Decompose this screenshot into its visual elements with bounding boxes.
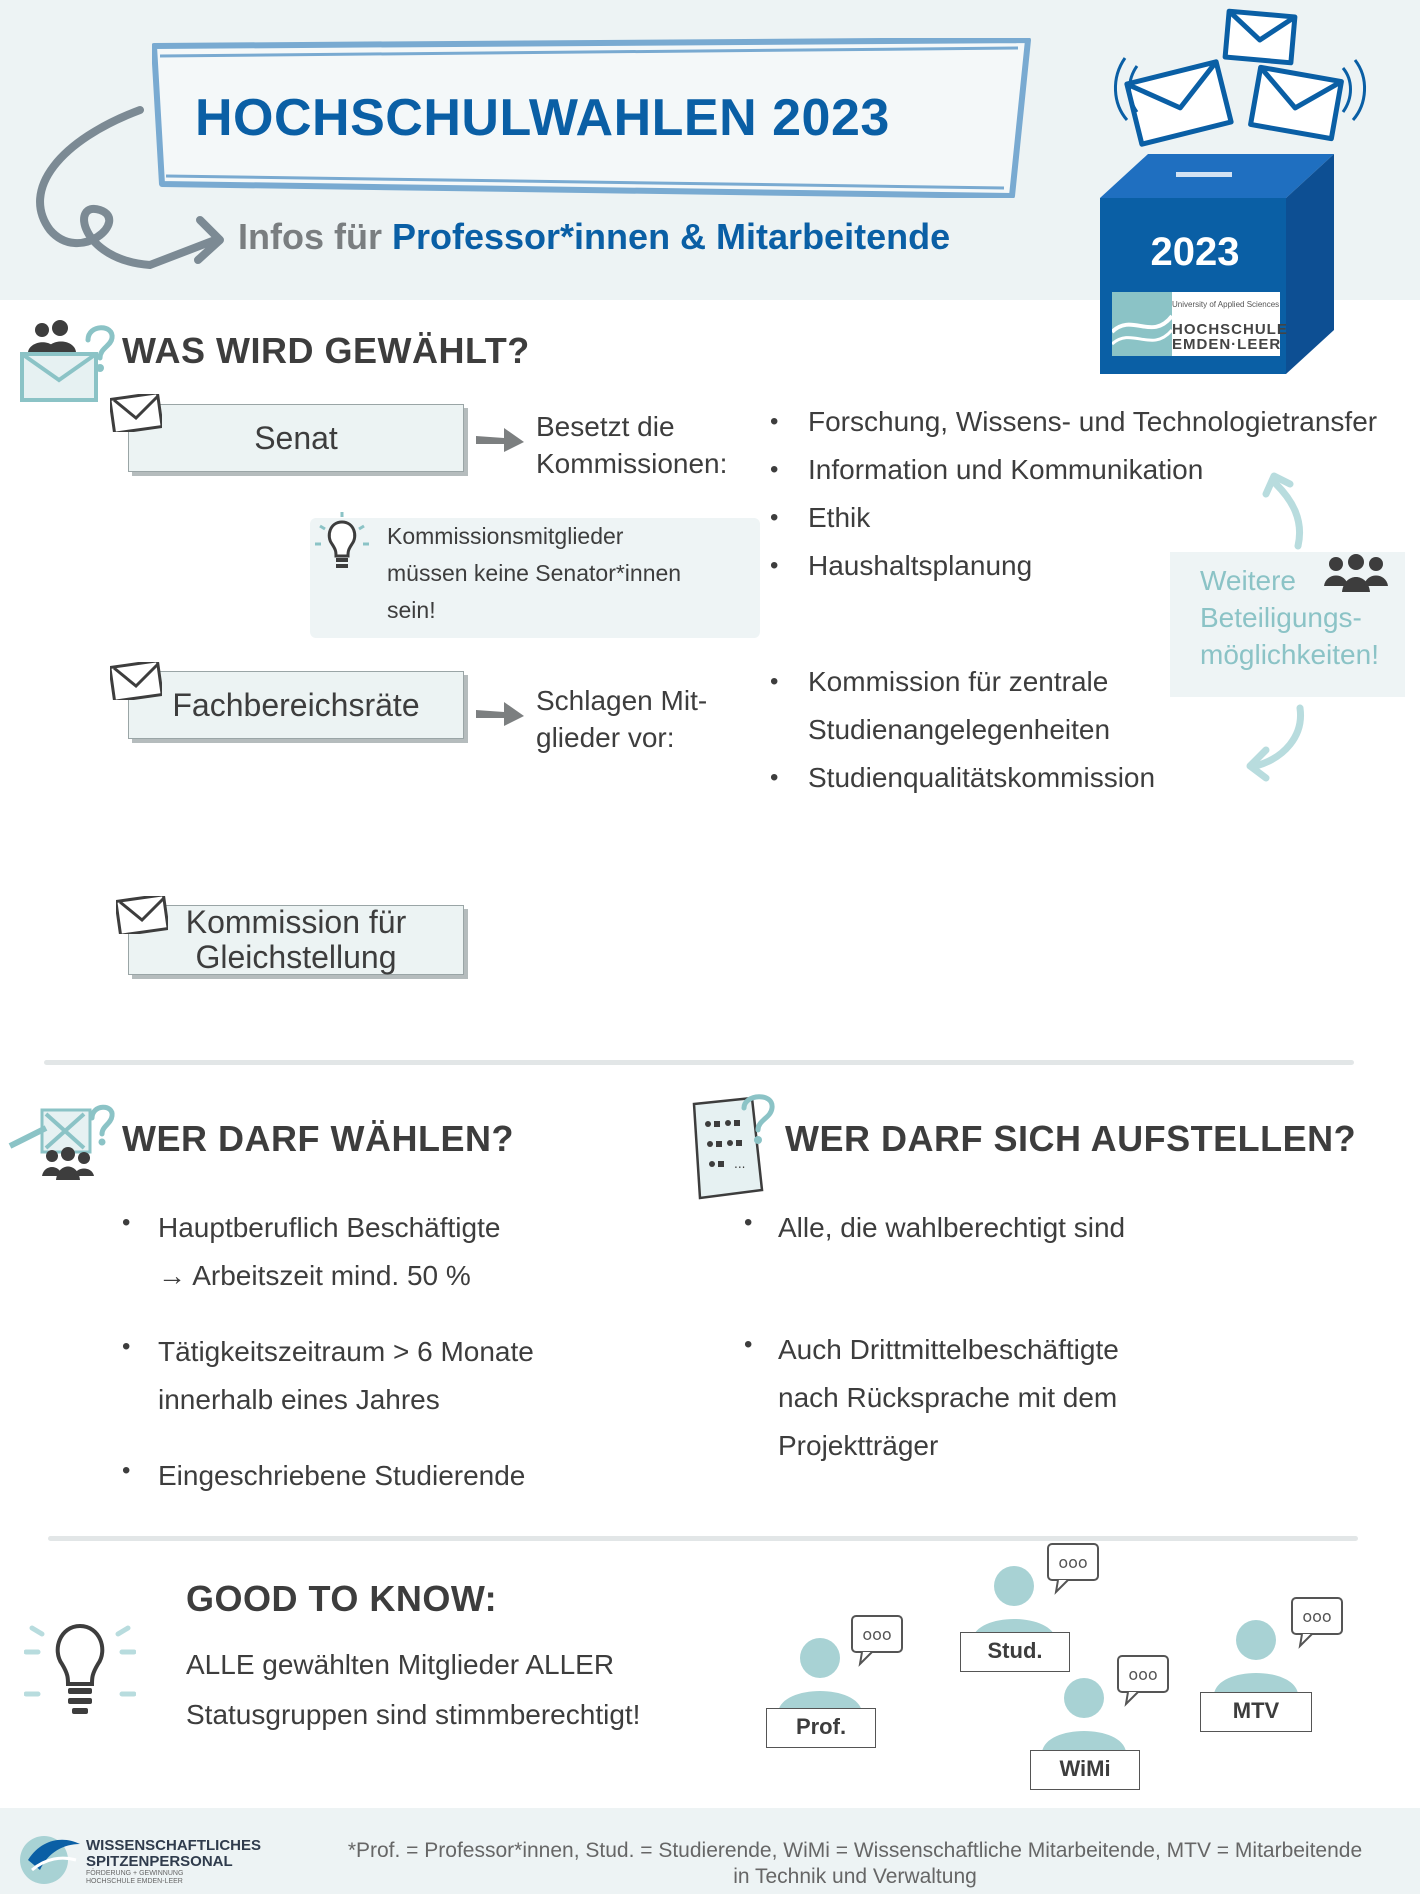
senat-label: Senat	[254, 419, 338, 456]
senat-action	[536, 408, 727, 482]
list-item: • Haushaltsplanung	[770, 542, 1377, 590]
people-envelope-question-icon	[18, 318, 118, 404]
body-box-fachbereichsraete	[128, 671, 464, 739]
label-mtv: MTV	[1200, 1692, 1312, 1732]
list-item-line: Studienangelegenheiten	[808, 714, 1111, 745]
body-box-gleichstellung	[128, 905, 464, 975]
list-item	[158, 1204, 500, 1300]
senat-action-line-2: Kommissionen:	[536, 448, 728, 479]
body-box-senat	[128, 404, 464, 472]
speech-bubble-text: ooo	[1058, 1553, 1088, 1572]
fbr-action	[536, 682, 707, 756]
fbr-label: Fachbereichsräte	[172, 686, 420, 723]
footnote	[300, 1838, 1410, 1890]
list-item-line: innerhalb eines Jahres	[158, 1384, 440, 1415]
speech-bubble-text: ooo	[1128, 1665, 1158, 1684]
list-item: Alle, die wahlberechtigt sind	[778, 1212, 1126, 1243]
page-title: HOCHSCHULWAHLEN 2023	[195, 89, 890, 147]
label-prof: Prof.	[766, 1708, 876, 1748]
kfg-line-2: Gleichstellung	[195, 939, 397, 975]
section-divider	[48, 1536, 1358, 1541]
tip-line-1: Kommissionsmitglieder	[387, 523, 624, 549]
envelope-icon	[116, 896, 168, 934]
bullet-glyph: •	[122, 1457, 131, 1484]
people-group-icon	[1322, 552, 1390, 596]
label-wimi: WiMi	[1030, 1750, 1140, 1790]
logo-subtitle: University of Applied Sciences	[1172, 300, 1280, 309]
curved-arrow-down-icon	[1244, 702, 1310, 782]
bullet-glyph: •	[744, 1331, 753, 1358]
good-to-know-text	[186, 1640, 640, 1740]
list-item-line: Auch Drittmittelbeschäftigte	[778, 1334, 1119, 1365]
arrow-right-icon: →	[158, 1260, 193, 1291]
list-item: Eingeschriebene Studierende	[158, 1460, 526, 1491]
person-prof-icon	[770, 1612, 908, 1722]
ballot-year: 2023	[1150, 230, 1240, 274]
list-item: • Information und Kommunikation	[770, 446, 1377, 494]
ballot-paper-question-icon	[686, 1090, 782, 1206]
list-item	[770, 658, 1155, 754]
footer-logo-subtitle	[86, 1870, 183, 1886]
list-item-line	[158, 1252, 500, 1300]
bullet-glyph: •	[122, 1333, 131, 1360]
logo-line-2: EMDEN·LEER	[1172, 336, 1282, 353]
list-item	[158, 1328, 534, 1424]
logo-line-1: HOCHSCHULE	[1172, 321, 1288, 338]
section-heading-who-vote: WER DARF WÄHLEN?	[122, 1118, 514, 1159]
person-mtv-icon	[1212, 1594, 1350, 1704]
list-item-line-text: Arbeitszeit mind. 50 %	[192, 1260, 471, 1291]
subtitle-prefix: Infos für	[238, 216, 392, 257]
kfg-line-1: Kommission für	[185, 904, 407, 940]
gtk-line-2: Statusgruppen sind stimmberechtigt!	[186, 1699, 641, 1730]
subtitle	[238, 216, 950, 258]
list-item-line: Tätigkeitszeitraum > 6 Monate	[158, 1336, 534, 1367]
arrow-right-icon	[474, 698, 526, 728]
section-heading-who-run: WER DARF SICH AUFSTELLEN?	[785, 1118, 1357, 1159]
list-item-line: • Kommission für zentrale	[808, 666, 1109, 697]
fbr-commission-list	[770, 658, 1155, 802]
wissenschaftliches-spitzenpersonal-logo-icon	[18, 1830, 82, 1886]
senat-action-line-1: Besetzt die	[536, 411, 675, 442]
list-item-line: Hauptberuflich Beschäftigte	[158, 1212, 501, 1243]
list-item-line: nach Rücksprache mit dem	[778, 1382, 1118, 1413]
list-item: • Forschung, Wissens- und Technologietransfer	[770, 398, 1377, 446]
flying-envelopes-icon	[1105, 8, 1375, 158]
svg-text:...: ...	[734, 1157, 746, 1171]
weitere-line-2: Beteiligungs-	[1200, 602, 1362, 633]
tip-text	[387, 518, 757, 629]
list-item	[778, 1326, 1119, 1470]
bullet-glyph: •	[122, 1209, 131, 1236]
hochschule-wave-icon	[1112, 292, 1172, 356]
vote-people-icon	[6, 1100, 118, 1182]
person-wimi-icon	[1036, 1652, 1174, 1762]
footnote-line-2: in Technik und Verwaltung	[733, 1865, 977, 1888]
section-heading-what: WAS WIRD GEWÄHLT?	[122, 330, 530, 371]
logo-title-line-2: SPITZENPERSONAL	[86, 1853, 233, 1870]
fbr-action-line-2: glieder vor:	[536, 722, 675, 753]
envelope-icon	[110, 394, 162, 432]
lightbulb-icon	[24, 1612, 136, 1720]
lightbulb-icon	[312, 510, 372, 576]
speech-bubble-text: ooo	[1302, 1607, 1332, 1626]
envelope-icon	[110, 662, 162, 700]
footnote-line-1: *Prof. = Professor*innen, Stud. = Studierende, WiMi = Wissenschaftliche Mitarbeitende, MTV = Mitarbeitende	[347, 1839, 1363, 1862]
weitere-line-3: möglichkeiten!	[1200, 639, 1379, 670]
tip-line-3: sein!	[387, 597, 436, 623]
list-item: • Ethik	[770, 494, 1377, 542]
label-stud: Stud.	[960, 1632, 1070, 1672]
logo-name	[1172, 322, 1288, 352]
gtk-line-1: ALLE gewählten Mitglieder ALLER	[186, 1649, 615, 1680]
curved-arrow-up-icon	[1262, 470, 1312, 550]
section-divider	[44, 1060, 1354, 1065]
footer-logo-title	[86, 1838, 261, 1870]
arrow-right-icon	[474, 424, 526, 454]
bullet-glyph: •	[744, 1209, 753, 1236]
list-item-line: Projektträger	[778, 1430, 939, 1461]
logo-sub-line-1: FÖRDERUNG + GEWINNUNG	[86, 1870, 184, 1877]
swirl-arrow-icon	[20, 100, 240, 290]
speech-bubble-text: ooo	[862, 1625, 892, 1644]
section-heading-good-to-know: GOOD TO KNOW:	[186, 1578, 498, 1619]
tip-line-2: müssen keine Senator*innen	[387, 560, 682, 586]
fbr-action-line-1: Schlagen Mit-	[536, 685, 708, 716]
weitere-line-1: Weitere	[1200, 565, 1296, 596]
logo-sub-line-2: HOCHSCHULE EMDEN-LEER	[86, 1878, 183, 1885]
list-item: • Studienqualitätskommission	[770, 754, 1155, 802]
subtitle-accent: Professor*innen & Mitarbeitende	[391, 216, 951, 257]
logo-title-line-1: WISSENSCHAFTLICHES	[86, 1837, 262, 1854]
